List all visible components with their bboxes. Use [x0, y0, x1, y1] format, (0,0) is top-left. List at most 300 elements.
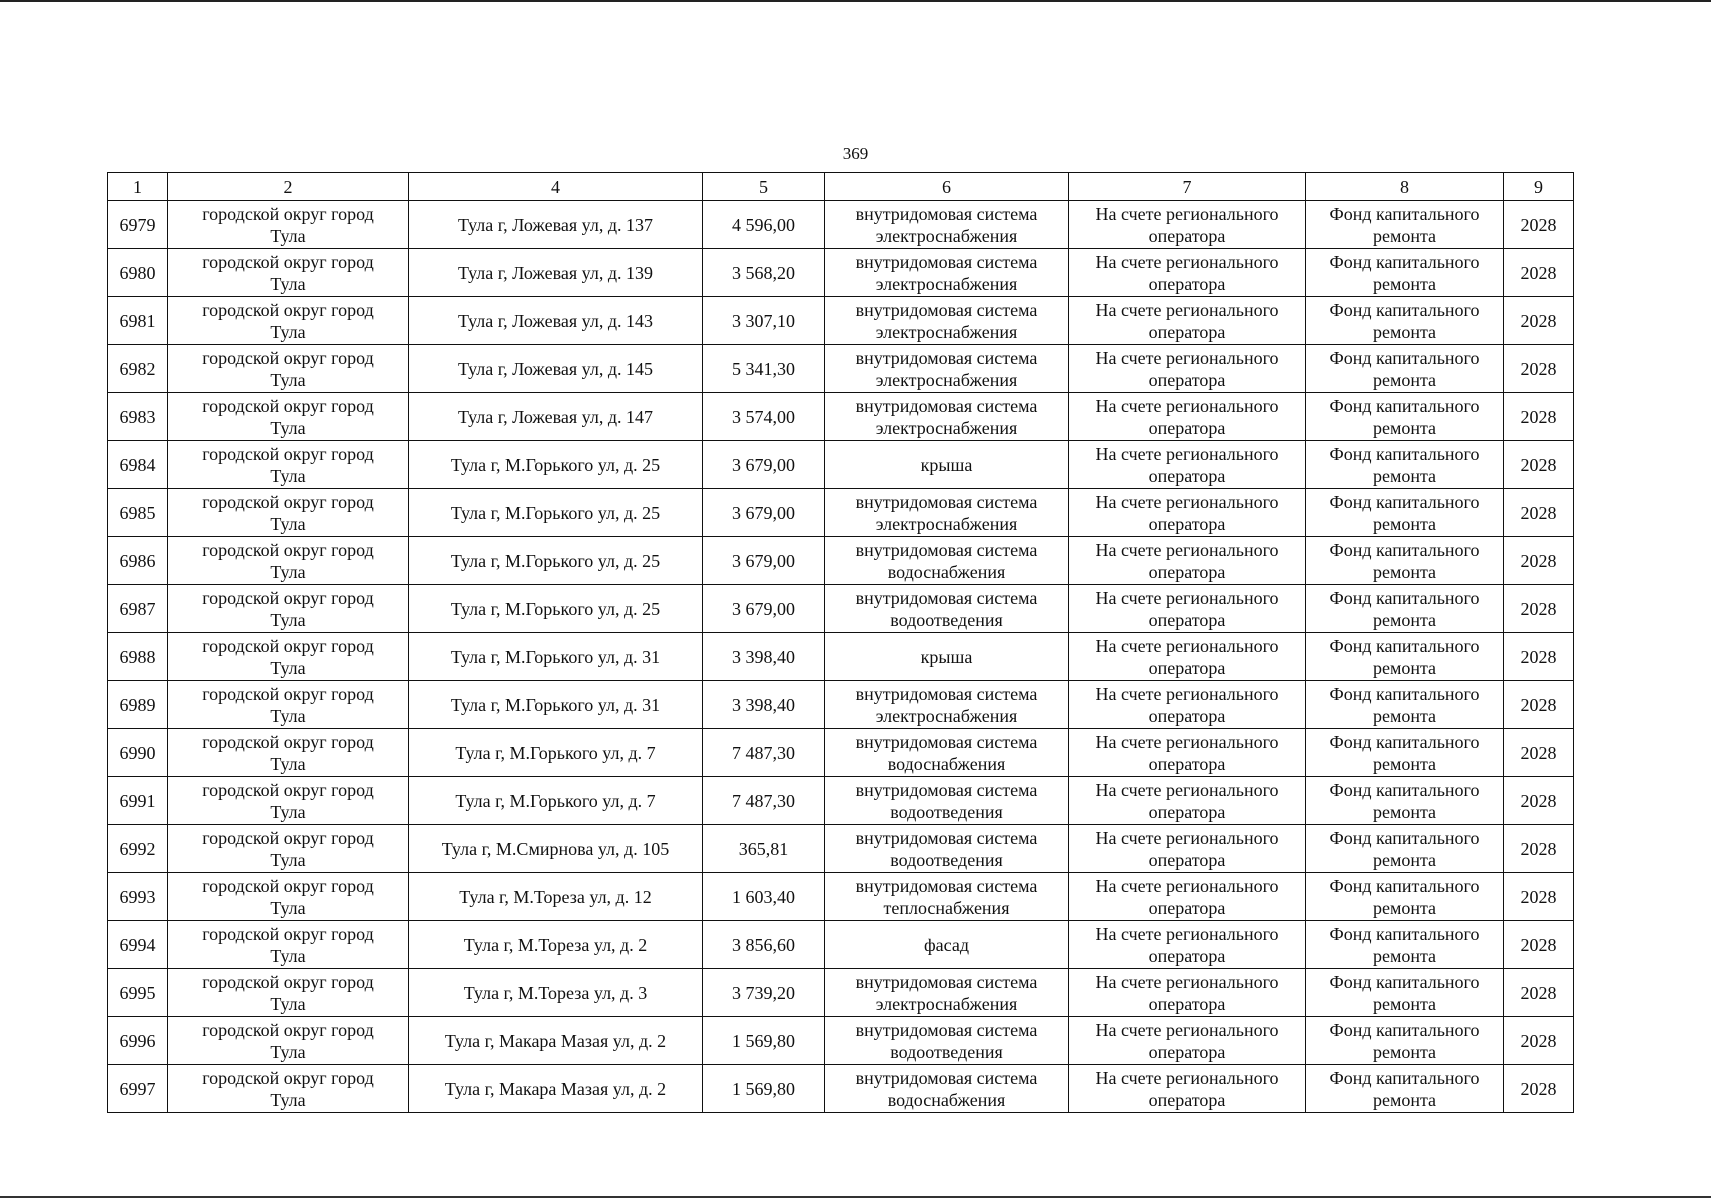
column-header: 8 — [1306, 173, 1504, 201]
work-type-cell-line: электроснабжения — [875, 273, 1018, 294]
funding-source-cell-line: Фонд капитального — [1329, 491, 1480, 512]
funding-source-cell — [1306, 441, 1504, 489]
account-method-cell — [1069, 201, 1306, 249]
funding-source-cell — [1306, 1017, 1504, 1065]
funding-source-cell — [1306, 297, 1504, 345]
municipality-cell-line: Тула — [270, 945, 306, 966]
funding-source-cell-line: Фонд капитального — [1329, 779, 1480, 800]
table-row — [108, 393, 1574, 441]
year-cell: 2028 — [1504, 297, 1574, 345]
funding-source-cell — [1306, 873, 1504, 921]
table-row — [108, 1017, 1574, 1065]
year-cell: 2028 — [1504, 825, 1574, 873]
account-method-cell-line: На счете регионального — [1095, 635, 1279, 656]
year-cell: 2028 — [1504, 441, 1574, 489]
work-type-cell-line: внутридомовая система — [855, 827, 1038, 848]
account-method-cell — [1069, 297, 1306, 345]
account-method-cell-line: оператора — [1148, 369, 1226, 390]
account-method-cell-line: На счете регионального — [1095, 491, 1279, 512]
municipality-cell-line: городской округ город — [202, 251, 374, 272]
address-cell: Тула г, Ложевая ул, д. 145 — [409, 345, 703, 393]
work-type-cell-line: внутридомовая система — [855, 299, 1038, 320]
funding-source-cell-line: Фонд капитального — [1329, 299, 1480, 320]
funding-source-cell — [1306, 201, 1504, 249]
year-cell: 2028 — [1504, 345, 1574, 393]
address-cell: Тула г, М.Горького ул, д. 7 — [409, 729, 703, 777]
funding-source-cell-line: Фонд капитального — [1329, 347, 1480, 368]
address-cell: Тула г, Макара Мазая ул, д. 2 — [409, 1017, 703, 1065]
funding-source-cell — [1306, 345, 1504, 393]
work-type-cell-line: крыша — [920, 646, 973, 667]
row-number-cell: 6985 — [108, 489, 168, 537]
address-cell: Тула г, Ложевая ул, д. 147 — [409, 393, 703, 441]
municipality-cell — [168, 1017, 409, 1065]
work-type-cell-line: внутридомовая система — [855, 251, 1038, 272]
work-type-cell-line: внутридомовая система — [855, 587, 1038, 608]
municipality-cell — [168, 633, 409, 681]
work-type-cell-line: водоснабжения — [887, 1089, 1006, 1110]
area-cell: 1 603,40 — [703, 873, 825, 921]
account-method-cell — [1069, 777, 1306, 825]
work-type-cell — [825, 1017, 1069, 1065]
work-type-cell-line: внутридомовая система — [855, 731, 1038, 752]
area-cell: 3 679,00 — [703, 537, 825, 585]
column-header: 6 — [825, 173, 1069, 201]
municipality-cell-line: Тула — [270, 849, 306, 870]
address-cell: Тула г, М.Горького ул, д. 31 — [409, 633, 703, 681]
work-type-cell — [825, 297, 1069, 345]
funding-source-cell — [1306, 489, 1504, 537]
address-cell: Тула г, М.Тореза ул, д. 12 — [409, 873, 703, 921]
area-cell: 365,81 — [703, 825, 825, 873]
funding-source-cell-line: ремонта — [1372, 225, 1437, 246]
funding-source-cell — [1306, 729, 1504, 777]
account-method-cell — [1069, 1017, 1306, 1065]
column-header: 9 — [1504, 173, 1574, 201]
area-cell: 4 596,00 — [703, 201, 825, 249]
account-method-cell-line: оператора — [1148, 225, 1226, 246]
funding-source-cell — [1306, 969, 1504, 1017]
work-type-cell-line: внутридомовая система — [855, 1067, 1038, 1088]
row-number-cell: 6992 — [108, 825, 168, 873]
table-row — [108, 345, 1574, 393]
funding-source-cell-line: Фонд капитального — [1329, 395, 1480, 416]
funding-source-cell-line: Фонд капитального — [1329, 875, 1480, 896]
funding-source-cell-line: ремонта — [1372, 993, 1437, 1014]
work-type-cell-line: внутридомовая система — [855, 875, 1038, 896]
row-number-cell: 6988 — [108, 633, 168, 681]
account-method-cell — [1069, 681, 1306, 729]
municipality-cell-line: Тула — [270, 321, 306, 342]
funding-source-cell-line: Фонд капитального — [1329, 683, 1480, 704]
municipality-cell-line: городской округ город — [202, 395, 374, 416]
account-method-cell — [1069, 1065, 1306, 1113]
work-type-cell-line: водоотведения — [890, 801, 1003, 822]
municipality-cell-line: городской округ город — [202, 827, 374, 848]
column-header: 5 — [703, 173, 825, 201]
work-type-cell-line: электроснабжения — [875, 993, 1018, 1014]
account-method-cell — [1069, 729, 1306, 777]
work-type-cell-line: внутридомовая система — [855, 1019, 1038, 1040]
area-cell: 7 487,30 — [703, 777, 825, 825]
year-cell: 2028 — [1504, 585, 1574, 633]
account-method-cell-line: оператора — [1148, 609, 1226, 630]
municipality-cell-line: Тула — [270, 561, 306, 582]
municipality-cell — [168, 681, 409, 729]
municipality-cell-line: городской округ город — [202, 635, 374, 656]
account-method-cell-line: оператора — [1148, 561, 1226, 582]
row-number-cell: 6989 — [108, 681, 168, 729]
year-cell: 2028 — [1504, 969, 1574, 1017]
row-number-cell: 6995 — [108, 969, 168, 1017]
table-row — [108, 633, 1574, 681]
work-type-cell-line: водоотведения — [890, 1041, 1003, 1062]
area-cell: 3 679,00 — [703, 489, 825, 537]
address-cell: Тула г, М.Горького ул, д. 25 — [409, 585, 703, 633]
municipality-cell-line: городской округ город — [202, 1067, 374, 1088]
account-method-cell-line: оператора — [1148, 753, 1226, 774]
municipality-cell — [168, 201, 409, 249]
area-cell: 1 569,80 — [703, 1065, 825, 1113]
year-cell: 2028 — [1504, 489, 1574, 537]
address-cell: Тула г, М.Горького ул, д. 25 — [409, 489, 703, 537]
address-cell: Тула г, М.Смирнова ул, д. 105 — [409, 825, 703, 873]
municipality-cell-line: Тула — [270, 1041, 306, 1062]
account-method-cell-line: На счете регионального — [1095, 299, 1279, 320]
account-method-cell-line: На счете регионального — [1095, 1019, 1279, 1040]
work-type-cell-line: водоотведения — [890, 849, 1003, 870]
account-method-cell — [1069, 345, 1306, 393]
municipality-cell — [168, 345, 409, 393]
work-type-cell — [825, 873, 1069, 921]
funding-source-cell-line: ремонта — [1372, 1089, 1437, 1110]
account-method-cell-line: оператора — [1148, 945, 1226, 966]
funding-source-cell — [1306, 585, 1504, 633]
work-type-cell — [825, 825, 1069, 873]
row-number-cell: 6997 — [108, 1065, 168, 1113]
account-method-cell-line: оператора — [1148, 849, 1226, 870]
funding-source-cell-line: ремонта — [1372, 705, 1437, 726]
funding-source-cell-line: Фонд капитального — [1329, 251, 1480, 272]
work-type-cell-line: внутридомовая система — [855, 347, 1038, 368]
work-type-cell — [825, 537, 1069, 585]
work-type-cell-line: водоснабжения — [887, 561, 1006, 582]
scan-bottom-edge — [0, 1196, 1711, 1198]
work-type-cell-line: электроснабжения — [875, 705, 1018, 726]
funding-source-cell-line: Фонд капитального — [1329, 923, 1480, 944]
work-type-cell-line: водоотведения — [890, 609, 1003, 630]
account-method-cell-line: оператора — [1148, 993, 1226, 1014]
address-cell: Тула г, Макара Мазая ул, д. 2 — [409, 1065, 703, 1113]
account-method-cell-line: оператора — [1148, 513, 1226, 534]
area-cell: 3 568,20 — [703, 249, 825, 297]
year-cell: 2028 — [1504, 1065, 1574, 1113]
account-method-cell-line: оператора — [1148, 321, 1226, 342]
funding-source-cell-line: Фонд капитального — [1329, 1019, 1480, 1040]
area-cell: 3 398,40 — [703, 681, 825, 729]
municipality-cell-line: Тула — [270, 657, 306, 678]
account-method-cell — [1069, 969, 1306, 1017]
area-cell: 5 341,30 — [703, 345, 825, 393]
account-method-cell-line: На счете регионального — [1095, 395, 1279, 416]
account-method-cell — [1069, 249, 1306, 297]
funding-source-cell-line: Фонд капитального — [1329, 587, 1480, 608]
row-number-cell: 6979 — [108, 201, 168, 249]
funding-source-cell — [1306, 537, 1504, 585]
row-number-cell: 6984 — [108, 441, 168, 489]
municipality-cell — [168, 729, 409, 777]
address-cell: Тула г, М.Горького ул, д. 25 — [409, 441, 703, 489]
municipality-cell-line: городской округ город — [202, 443, 374, 464]
funding-source-cell-line: ремонта — [1372, 1041, 1437, 1062]
funding-source-cell-line: ремонта — [1372, 753, 1437, 774]
municipality-cell — [168, 825, 409, 873]
account-method-cell-line: На счете регионального — [1095, 971, 1279, 992]
account-method-cell-line: оператора — [1148, 465, 1226, 486]
municipality-cell-line: Тула — [270, 513, 306, 534]
row-number-cell: 6993 — [108, 873, 168, 921]
municipality-cell — [168, 441, 409, 489]
address-cell: Тула г, М.Горького ул, д. 31 — [409, 681, 703, 729]
funding-source-cell — [1306, 825, 1504, 873]
funding-source-cell-line: Фонд капитального — [1329, 443, 1480, 464]
municipality-cell-line: Тула — [270, 273, 306, 294]
funding-source-cell — [1306, 777, 1504, 825]
header-row — [108, 173, 1574, 201]
year-cell: 2028 — [1504, 201, 1574, 249]
work-type-cell-line: электроснабжения — [875, 513, 1018, 534]
municipality-cell — [168, 393, 409, 441]
municipality-cell-line: городской округ город — [202, 1019, 374, 1040]
municipality-cell-line: городской округ город — [202, 539, 374, 560]
work-type-cell — [825, 1065, 1069, 1113]
work-type-cell — [825, 201, 1069, 249]
funding-source-cell-line: Фонд капитального — [1329, 1067, 1480, 1088]
account-method-cell-line: оператора — [1148, 1089, 1226, 1110]
account-method-cell-line: оператора — [1148, 705, 1226, 726]
funding-source-cell-line: Фонд капитального — [1329, 971, 1480, 992]
account-method-cell-line: На счете регионального — [1095, 683, 1279, 704]
municipality-cell-line: Тула — [270, 993, 306, 1014]
account-method-cell — [1069, 921, 1306, 969]
year-cell: 2028 — [1504, 537, 1574, 585]
funding-source-cell — [1306, 633, 1504, 681]
address-cell: Тула г, М.Тореза ул, д. 2 — [409, 921, 703, 969]
work-type-cell-line: внутридомовая система — [855, 971, 1038, 992]
account-method-cell-line: На счете регионального — [1095, 347, 1279, 368]
table-body — [108, 201, 1574, 1113]
funding-source-cell — [1306, 393, 1504, 441]
account-method-cell-line: оператора — [1148, 897, 1226, 918]
account-method-cell-line: оператора — [1148, 417, 1226, 438]
address-cell: Тула г, Ложевая ул, д. 137 — [409, 201, 703, 249]
municipality-cell-line: городской округ город — [202, 731, 374, 752]
year-cell: 2028 — [1504, 873, 1574, 921]
table-row — [108, 297, 1574, 345]
account-method-cell — [1069, 825, 1306, 873]
year-cell: 2028 — [1504, 1017, 1574, 1065]
funding-source-cell-line: ремонта — [1372, 465, 1437, 486]
table-row — [108, 201, 1574, 249]
table-row — [108, 441, 1574, 489]
work-type-cell — [825, 585, 1069, 633]
municipality-cell — [168, 969, 409, 1017]
table-row — [108, 777, 1574, 825]
municipality-cell-line: Тула — [270, 1089, 306, 1110]
funding-source-cell-line: ремонта — [1372, 561, 1437, 582]
work-type-cell-line: фасад — [923, 934, 969, 955]
work-type-cell — [825, 729, 1069, 777]
funding-source-cell-line: ремонта — [1372, 801, 1437, 822]
municipality-cell-line: городской округ город — [202, 587, 374, 608]
municipality-cell-line: Тула — [270, 609, 306, 630]
row-number-cell: 6980 — [108, 249, 168, 297]
table-row — [108, 537, 1574, 585]
funding-source-cell-line: ремонта — [1372, 513, 1437, 534]
table-row — [108, 585, 1574, 633]
work-type-cell-line: внутридомовая система — [855, 683, 1038, 704]
funding-source-cell-line: ремонта — [1372, 897, 1437, 918]
work-type-cell — [825, 345, 1069, 393]
column-header: 2 — [168, 173, 409, 201]
work-type-cell-line: электроснабжения — [875, 225, 1018, 246]
municipality-cell-line: Тула — [270, 753, 306, 774]
area-cell: 3 307,10 — [703, 297, 825, 345]
municipality-cell-line: Тула — [270, 897, 306, 918]
municipality-cell-line: Тула — [270, 417, 306, 438]
work-type-cell-line: внутридомовая система — [855, 395, 1038, 416]
row-number-cell: 6987 — [108, 585, 168, 633]
funding-source-cell-line: ремонта — [1372, 273, 1437, 294]
municipality-cell-line: Тула — [270, 705, 306, 726]
row-number-cell: 6986 — [108, 537, 168, 585]
table-row — [108, 1065, 1574, 1113]
column-header: 7 — [1069, 173, 1306, 201]
funding-source-cell — [1306, 249, 1504, 297]
municipality-cell-line: городской округ город — [202, 347, 374, 368]
area-cell: 3 398,40 — [703, 633, 825, 681]
municipality-cell-line: Тула — [270, 465, 306, 486]
area-cell: 3 574,00 — [703, 393, 825, 441]
account-method-cell — [1069, 873, 1306, 921]
year-cell: 2028 — [1504, 393, 1574, 441]
account-method-cell-line: На счете регионального — [1095, 587, 1279, 608]
account-method-cell-line: На счете регионального — [1095, 251, 1279, 272]
account-method-cell-line: оператора — [1148, 657, 1226, 678]
work-type-cell-line: внутридомовая система — [855, 491, 1038, 512]
row-number-cell: 6983 — [108, 393, 168, 441]
table-row — [108, 825, 1574, 873]
scan-top-edge — [0, 0, 1711, 2]
work-type-cell — [825, 921, 1069, 969]
work-type-cell-line: внутридомовая система — [855, 203, 1038, 224]
row-number-cell: 6982 — [108, 345, 168, 393]
funding-source-cell-line: Фонд капитального — [1329, 635, 1480, 656]
address-cell: Тула г, М.Тореза ул, д. 3 — [409, 969, 703, 1017]
column-header: 1 — [108, 173, 168, 201]
table-row — [108, 249, 1574, 297]
municipality-cell-line: городской округ город — [202, 971, 374, 992]
address-cell: Тула г, М.Горького ул, д. 25 — [409, 537, 703, 585]
year-cell: 2028 — [1504, 633, 1574, 681]
year-cell: 2028 — [1504, 777, 1574, 825]
year-cell: 2028 — [1504, 729, 1574, 777]
area-cell: 3 856,60 — [703, 921, 825, 969]
area-cell: 3 679,00 — [703, 441, 825, 489]
account-method-cell-line: На счете регионального — [1095, 875, 1279, 896]
account-method-cell-line: оператора — [1148, 273, 1226, 294]
work-type-cell — [825, 489, 1069, 537]
work-type-cell-line: внутридомовая система — [855, 779, 1038, 800]
work-type-cell — [825, 681, 1069, 729]
table-row — [108, 729, 1574, 777]
account-method-cell — [1069, 633, 1306, 681]
account-method-cell — [1069, 585, 1306, 633]
municipality-cell — [168, 585, 409, 633]
funding-source-cell-line: ремонта — [1372, 417, 1437, 438]
work-type-cell-line: электроснабжения — [875, 417, 1018, 438]
work-type-cell — [825, 969, 1069, 1017]
account-method-cell-line: оператора — [1148, 1041, 1226, 1062]
work-type-cell-line: водоснабжения — [887, 753, 1006, 774]
work-type-cell — [825, 441, 1069, 489]
table-row — [108, 681, 1574, 729]
funding-source-cell-line: Фонд капитального — [1329, 731, 1480, 752]
account-method-cell-line: На счете регионального — [1095, 827, 1279, 848]
table-row — [108, 921, 1574, 969]
account-method-cell-line: На счете регионального — [1095, 443, 1279, 464]
table-row — [108, 969, 1574, 1017]
column-header: 4 — [409, 173, 703, 201]
municipality-cell-line: Тула — [270, 369, 306, 390]
work-type-cell — [825, 393, 1069, 441]
municipality-cell — [168, 873, 409, 921]
municipality-cell — [168, 537, 409, 585]
account-method-cell — [1069, 489, 1306, 537]
row-number-cell: 6991 — [108, 777, 168, 825]
work-type-cell — [825, 633, 1069, 681]
account-method-cell-line: На счете регионального — [1095, 923, 1279, 944]
work-type-cell — [825, 249, 1069, 297]
funding-source-cell-line: ремонта — [1372, 945, 1437, 966]
municipality-cell-line: городской округ город — [202, 203, 374, 224]
municipality-cell — [168, 249, 409, 297]
funding-source-cell-line: ремонта — [1372, 657, 1437, 678]
account-method-cell — [1069, 393, 1306, 441]
municipality-cell — [168, 489, 409, 537]
row-number-cell: 6990 — [108, 729, 168, 777]
funding-source-cell-line: Фонд капитального — [1329, 827, 1480, 848]
municipality-cell — [168, 297, 409, 345]
funding-source-cell-line: ремонта — [1372, 321, 1437, 342]
table-row — [108, 873, 1574, 921]
municipality-cell-line: городской округ город — [202, 875, 374, 896]
account-method-cell-line: На счете регионального — [1095, 203, 1279, 224]
row-number-cell: 6981 — [108, 297, 168, 345]
funding-source-cell-line: ремонта — [1372, 369, 1437, 390]
funding-source-cell-line: ремонта — [1372, 609, 1437, 630]
account-method-cell-line: оператора — [1148, 801, 1226, 822]
municipality-cell-line: городской округ город — [202, 299, 374, 320]
work-type-cell-line: электроснабжения — [875, 321, 1018, 342]
funding-source-cell-line: Фонд капитального — [1329, 203, 1480, 224]
funding-source-cell-line: Фонд капитального — [1329, 539, 1480, 560]
year-cell: 2028 — [1504, 921, 1574, 969]
address-cell: Тула г, Ложевая ул, д. 143 — [409, 297, 703, 345]
address-cell: Тула г, Ложевая ул, д. 139 — [409, 249, 703, 297]
repair-schedule-table — [107, 172, 1574, 1113]
municipality-cell-line: городской округ город — [202, 923, 374, 944]
